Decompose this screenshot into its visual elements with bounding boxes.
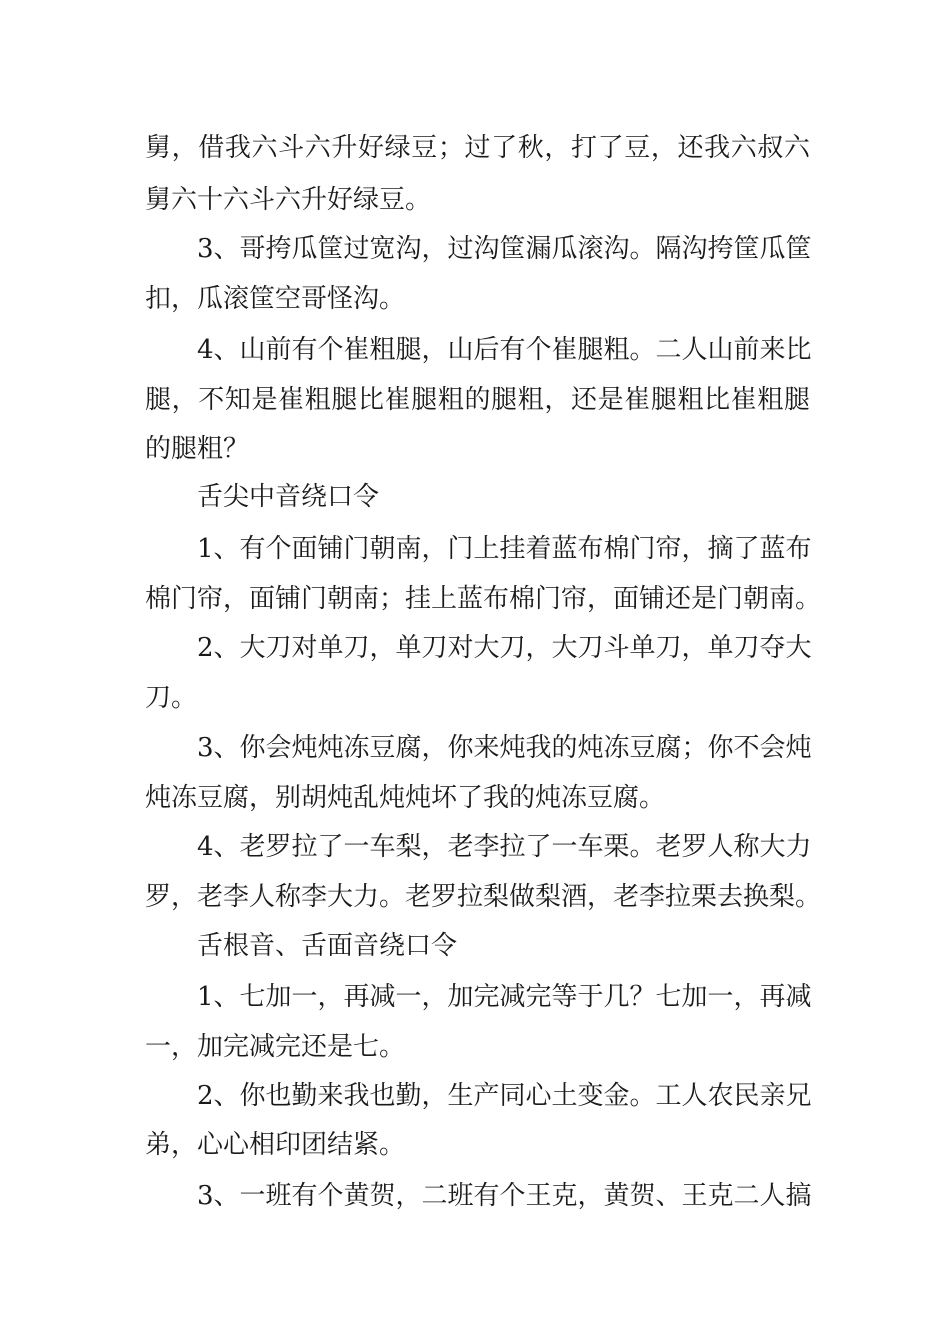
text-line: 2、大刀对单刀，单刀对大刀，大刀斗单刀，单刀夺大	[197, 633, 812, 663]
text-line: 舅，借我六斗六升好绿豆；过了秋，打了豆，还我六叔六	[145, 133, 810, 163]
text-line: 一，加完减完还是七。	[145, 1032, 406, 1062]
section-heading: 舌尖中音绕口令	[197, 482, 380, 512]
text-line: 2、你也勤来我也勤，生产同心土变金。工人农民亲兄	[197, 1081, 812, 1111]
text-line: 的腿粗？	[145, 434, 250, 464]
text-line: 舅六十六斗六升好绿豆。	[145, 185, 432, 215]
text-line: 1、有个面铺门朝南，门上挂着蓝布棉门帘，摘了蓝布	[197, 534, 812, 564]
text-line: 4、山前有个崔粗腿，山后有个崔腿粗。二人山前来比	[197, 335, 812, 365]
section-heading: 舌根音、舌面音绕口令	[197, 931, 458, 961]
text-line: 刀。	[145, 683, 198, 713]
text-line: 腿，不知是崔粗腿比崔腿粗的腿粗，还是崔腿粗比崔粗腿	[145, 385, 810, 415]
text-line: 4、老罗拉了一车梨，老李拉了一车栗。老罗人称大力	[197, 832, 812, 862]
text-line: 棉门帘，面铺门朝南；挂上蓝布棉门帘，面铺还是门朝南。	[145, 584, 822, 614]
text-line: 弟，心心相印团结紧。	[145, 1130, 406, 1160]
text-line: 3、一班有个黄贺，二班有个王克，黄贺、王克二人搞	[197, 1181, 812, 1211]
text-line: 1、七加一，再减一，加完减完等于几？七加一，再减	[197, 982, 812, 1012]
text-line: 罗，老李人称李大力。老罗拉梨做梨酒，老李拉栗去换梨。	[145, 882, 822, 912]
text-line: 扣，瓜滚筐空哥怪沟。	[145, 284, 406, 314]
text-line: 3、你会炖炖冻豆腐，你来炖我的炖冻豆腐；你不会炖	[197, 733, 812, 763]
text-line: 3、哥挎瓜筐过宽沟，过沟筐漏瓜滚沟。隔沟挎筐瓜筐	[197, 234, 812, 264]
text-line: 炖冻豆腐，别胡炖乱炖炖坏了我的炖冻豆腐。	[145, 783, 666, 813]
